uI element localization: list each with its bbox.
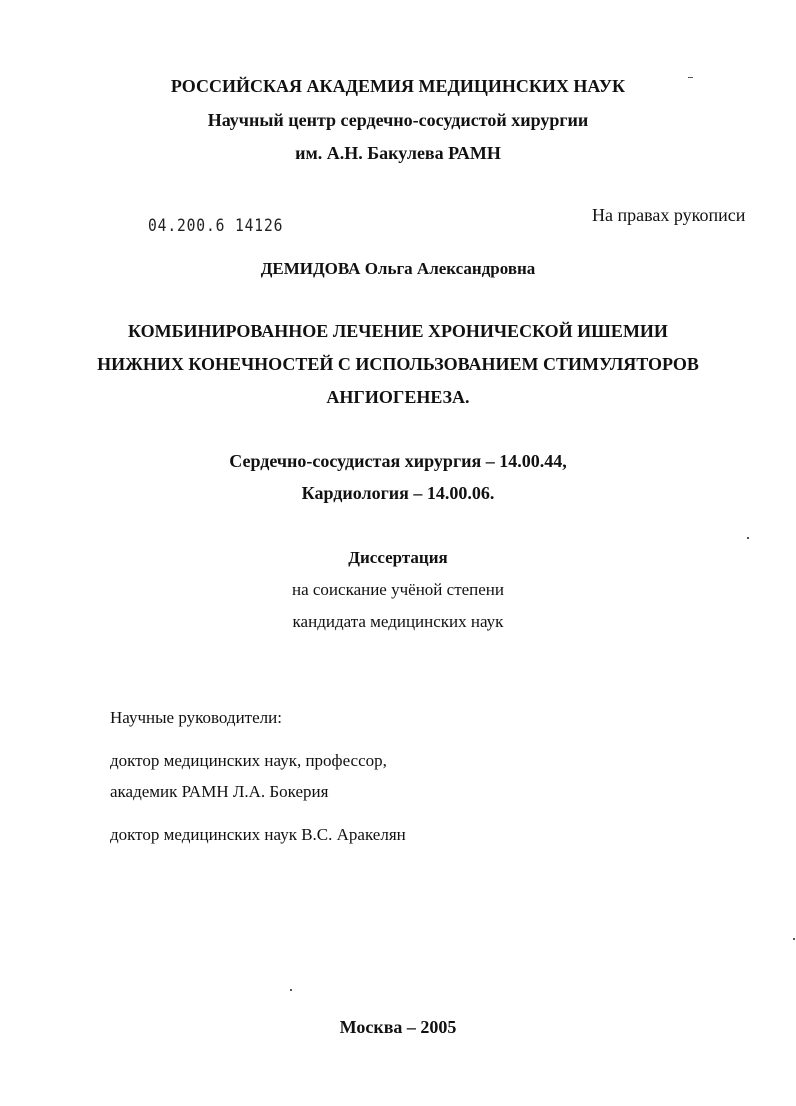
supervisor-2: доктор медицинских наук В.С. Аракелян	[110, 825, 406, 844]
supervisors-label: Научные руководители:	[110, 708, 282, 727]
city-year: Москва – 2005	[339, 1017, 457, 1037]
degree-line-2: кандидата медицинских наук	[292, 612, 504, 631]
supervisor-1-line-2: академик РАМН Л.А. Бокерия	[110, 782, 329, 801]
specialty-line-2: Кардиология – 14.00.06.	[301, 483, 495, 503]
manuscript-rights: На правах рукописи	[592, 205, 746, 225]
supervisor-1-line-1: доктор медицинских наук, профессор,	[110, 751, 387, 770]
specialty-line-1: Сердечно-сосудистая хирургия – 14.00.44,	[229, 451, 567, 471]
scan-speck	[688, 77, 693, 78]
degree-line-1: на соискание учёной степени	[291, 580, 505, 599]
author-name: ДЕМИДОВА Ольга Александровна	[260, 259, 536, 278]
scan-speck	[290, 989, 292, 991]
thesis-title-line-2: НИЖНИХ КОНЕЧНОСТЕЙ С ИСПОЛЬЗОВАНИЕМ СТИМУЛЯТОРОВ	[97, 354, 699, 374]
archive-stamp-code: 04.200.6 14126	[148, 216, 284, 236]
center-named-after: им. А.Н. Бакулева РАМН	[295, 143, 501, 163]
center-name: Научный центр сердечно-сосудистой хирургии	[207, 110, 589, 130]
scan-speck	[747, 537, 749, 539]
thesis-title-line-3: АНГИОГЕНЕЗА.	[326, 387, 470, 407]
scan-speck	[793, 938, 795, 940]
dissertation-heading: Диссертация	[348, 548, 448, 567]
academy-heading: РОССИЙСКАЯ АКАДЕМИЯ МЕДИЦИНСКИХ НАУК	[170, 76, 626, 96]
thesis-title-line-1: КОМБИНИРОВАННОЕ ЛЕЧЕНИЕ ХРОНИЧЕСКОЙ ИШЕМИИ	[128, 321, 668, 341]
